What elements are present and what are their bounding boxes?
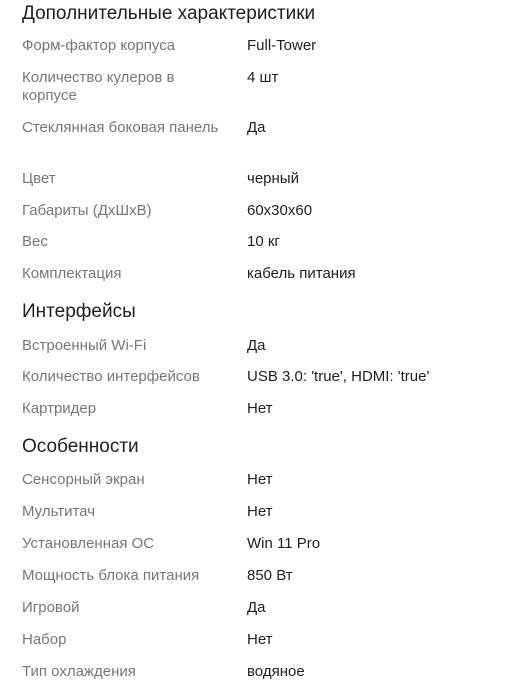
spec-label: Комплектация xyxy=(22,265,122,282)
spec-label: Установленная ОС xyxy=(22,535,155,552)
spec-label: Сенсорный экран xyxy=(22,471,145,488)
spec-value: черный xyxy=(247,170,299,187)
spec-label: Тип охлаждения xyxy=(22,663,136,680)
spec-label: Количество интерфейсов xyxy=(22,368,200,385)
spec-value: Full-Tower xyxy=(247,37,317,54)
spec-label: Набор xyxy=(22,631,67,648)
spec-value: Нет xyxy=(247,503,273,520)
spec-label: Игровой xyxy=(22,599,80,616)
spec-value: Да xyxy=(247,119,266,136)
spec-value: 10 кг xyxy=(247,233,280,250)
spec-label: Встроенный Wi-Fi xyxy=(22,337,147,354)
spec-label: Габариты (ДхШхВ) xyxy=(22,202,152,219)
spec-value: USB 3.0: 'true', HDMI: 'true' xyxy=(247,368,430,385)
spec-value: Да xyxy=(247,599,266,616)
spec-label: Мощность блока питания xyxy=(22,567,200,584)
spec-value: 60x30x60 xyxy=(247,202,313,219)
spec-label: Форм-фактор корпуса xyxy=(22,37,176,54)
spec-label: Мультитач xyxy=(22,503,96,520)
spec-label: Цвет xyxy=(22,170,56,187)
section-title-interfaces: Интерфейсы xyxy=(22,301,136,322)
spec-value: Нет xyxy=(247,471,273,488)
spec-value: кабель питания xyxy=(247,265,356,282)
section-title-additional: Дополнительные характеристики xyxy=(22,3,316,24)
spec-value: 850 Вт xyxy=(247,567,293,584)
spec-value: Нет xyxy=(247,631,273,648)
spec-value: 4 шт xyxy=(247,69,279,86)
spec-label: Стеклянная боковая панель xyxy=(22,119,219,136)
spec-label: Количество кулеров в корпусе xyxy=(22,69,175,104)
spec-value: Win 11 Pro xyxy=(247,535,321,552)
spec-value: Да xyxy=(247,337,266,354)
spec-label: Картридер xyxy=(22,400,97,417)
spec-value: Нет xyxy=(247,400,273,417)
section-title-features: Особенности xyxy=(22,436,139,457)
spec-label: Вес xyxy=(22,233,48,250)
spec-value: водяное xyxy=(247,663,305,680)
